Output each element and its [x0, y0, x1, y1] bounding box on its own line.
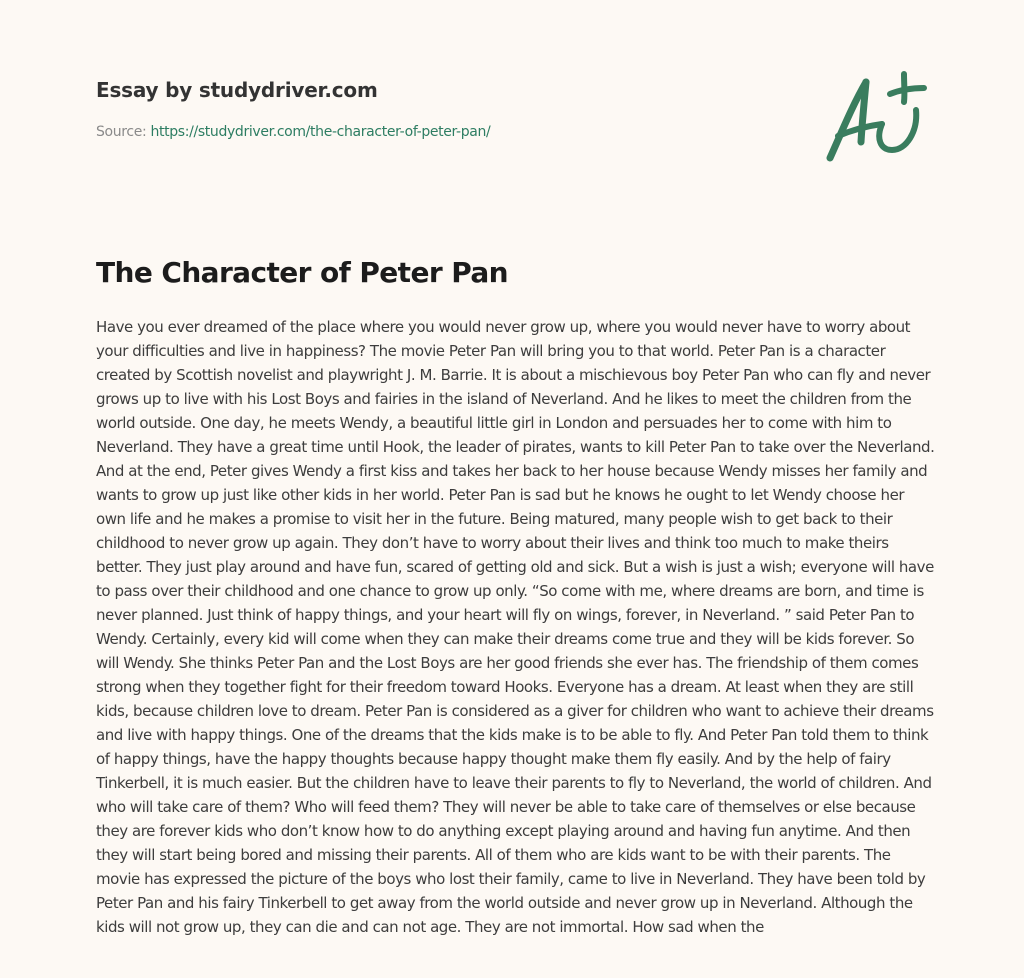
essay-header: [96, 76, 490, 142]
site-title: Essay by studydriver.com: [96, 78, 378, 102]
essay-title: The Character of Peter Pan: [96, 256, 508, 289]
source-link[interactable]: https://studydriver.com/the-character-of-peter-pan/: [150, 124, 491, 140]
source-label: Source:: [96, 124, 151, 140]
a-plus-grade-icon: [820, 66, 930, 166]
source-line: [96, 122, 490, 142]
essay-body: Have you ever dreamed of the place where you would never grow up, where you would never have to worry about your difficulties and live in happiness? The movie Peter Pan will bring you to that world. Peter Pan is a character created by Scottish novelist and playwright J. M. Barrie. It is about a mischievous boy Peter Pan who can fly and never grows up to live with his Lost Boys and fairies in the island of Neverland. And he likes to meet the children from the world outside. One day, he meets Wendy, a beautiful little girl in London and persuades her to come with him to Neverland. They have a great time until Hook, the leader of pirates, wants to kill Peter Pan to take over the Neverland. And at the end, Peter gives Wendy a first kiss and takes her back to her house because Wendy misses her family and wants to grow up just like other kids in her world. Peter Pan is sad but he knows he ought to let Wendy choose her own life and he makes a promise to visit her in the future. Being matured, many people wish to get back to their childhood to never grow up again. They don’t have to worry about their lives and think too much to make theirs better. They just play around and have fun, scared of getting old and sick. But a wish is just a wish; everyone will have to pass over their childhood and one chance to grow up only. “So come with me, where dreams are born, and time is never planned. Just think of happy things, and your heart will fly on wings, forever, in Neverland. ” said Peter Pan to Wendy. Certainly, every kid will come when they can make their dreams come true and they will be kids forever. So will Wendy. She thinks Peter Pan and the Lost Boys are her good friends she ever has. The friendship of them comes strong when they together fight for their freedom toward Hooks. Everyone has a dream. At least when they are still kids, because children love to dream. Peter Pan is considered as a giver for children who want to achieve their dreams and live with happy things. One of the dreams that the kids make is to be able to fly. And Peter Pan told them to think of happy things, have the happy thoughts because happy thought make them fly easily. And by the help of fairy Tinkerbell, it is much easier. But the children have to leave their parents to fly to Neverland, the world of children. And who will take care of them? Who will feed them? They will never be able to take care of themselves or else because they are forever kids who don’t know how to do anything except playing around and having fun anytime. And then they will start being bored and missing their parents. All of them who are kids want to be with their parents. The movie has expressed the picture of the boys who lost their family, came to live in Neverland. They have been told by Peter Pan and his fairy Tinkerbell to get away from the world outside and never grow up in Neverland. Although the kids will not grow up, they can die and can not age. They are not immortal. How sad when the: [96, 318, 935, 936]
